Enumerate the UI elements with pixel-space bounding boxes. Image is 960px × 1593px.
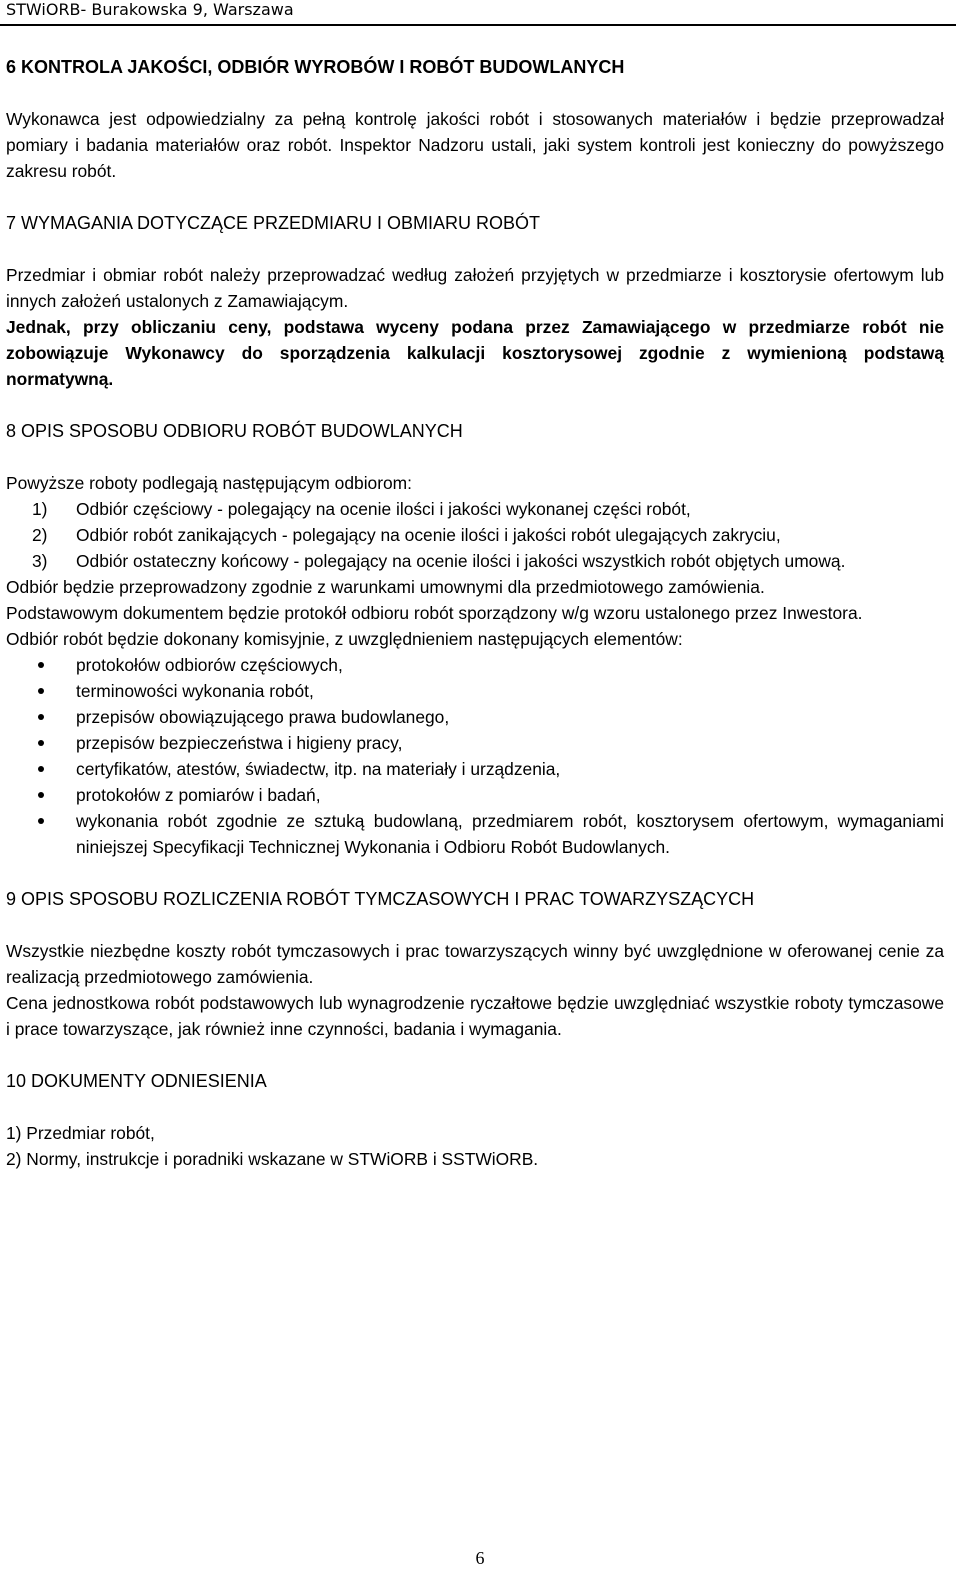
- section-8-intro: Powyższe roboty podlegają następującym odbiorom:: [6, 473, 413, 493]
- section-9-heading: 9 OPIS SPOSOBU ROZLICZENIA ROBÓT TYMCZASOWYCH I PRAC TOWARZYSZĄCYCH: [6, 889, 755, 909]
- section-8-heading: 8 OPIS SPOSOBU ODBIORU ROBÓT BUDOWLANYCH: [6, 421, 463, 441]
- header-rule: [0, 24, 956, 26]
- section-7-paragraph-2: Jednak, przy obliczaniu ceny, podstawa wyceny podana przez Zamawiającego w przedmiarze robót nie zobowiązuje Wykonawcy do sporządzenia kalkulacji kosztorysowej zgodnie z wymienioną podstawą normatywną.: [6, 317, 944, 389]
- bullet-icon: [38, 818, 44, 824]
- list-item: terminowości wykonania robót,: [6, 678, 944, 704]
- bullet-icon: [38, 740, 44, 746]
- list-item: protokołów z pomiarów i badań,: [6, 782, 944, 808]
- bullet-icon: [38, 688, 44, 694]
- bullet-icon: [38, 792, 44, 798]
- section-8-paragraph-2: Odbiór będzie przeprowadzony zgodnie z warunkami umownymi dla przedmiotowego zamówienia.: [6, 577, 765, 597]
- section-10-heading: 10 DOKUMENTY ODNIESIENIA: [6, 1071, 267, 1091]
- list-item: 3) Odbiór ostateczny końcowy - polegający na ocenie ilości i jakości wszystkich robót objętych umową.: [32, 551, 846, 571]
- section-9-paragraph-1: Wszystkie niezbędne koszty robót tymczasowych i prac towarzyszących winny być uwzględnione w oferowanej cenie za realizacją przedmiotowego zamówienia.: [6, 941, 944, 987]
- section-8-bullet-list: [6, 652, 944, 860]
- section-6-heading: 6 KONTROLA JAKOŚCI, ODBIÓR WYROBÓW I ROBÓT BUDOWLANYCH: [6, 57, 625, 77]
- section-9-paragraph-2: Cena jednostkowa robót podstawowych lub wynagrodzenie ryczałtowe będzie uwzględniać wszystkie roboty tymczasowe i prace towarzyszące, jak również inne czynności, badania i wymagania.: [6, 993, 944, 1039]
- section-6-paragraph: Wykonawca jest odpowiedzialny za pełną kontrolę jakości robót i stosowanych materiałów i będzie przeprowadzał pomiary i badania materiałów oraz robót. Inspektor Nadzoru ustali, jaki system kontroli jest konieczny do powyższego zakresu robót.: [6, 109, 944, 181]
- list-item: przepisów bezpieczeństwa i higieny pracy,: [6, 730, 944, 756]
- list-item: 1) Odbiór częściowy - polegający na ocenie ilości i jakości wykonanej części robót,: [32, 499, 691, 519]
- list-item: wykonania robót zgodnie ze sztuką budowlaną, przedmiarem robót, kosztorysem ofertowym, wymaganiami niniejszej Specyfikacji Technicznej Wykonania i Odbioru Robót Budowlanych.: [6, 808, 944, 860]
- section-8-numbered-list: [6, 496, 944, 574]
- list-item: certyfikatów, atestów, świadectw, itp. na materiały i urządzenia,: [6, 756, 944, 782]
- document-body: [6, 54, 944, 1172]
- list-item: 2) Odbiór robót zanikających - polegający na ocenie ilości i jakości robót ulegających zakryciu,: [32, 525, 781, 545]
- bullet-icon: [38, 714, 44, 720]
- section-7-heading: 7 WYMAGANIA DOTYCZĄCE PRZEDMIARU I OBMIARU ROBÓT: [6, 213, 541, 233]
- section-8-paragraph-3: Podstawowym dokumentem będzie protokół odbioru robót sporządzony w/g wzoru ustalonego przez Inwestora.: [6, 603, 863, 623]
- section-10-item-2: 2) Normy, instrukcje i poradniki wskazane w STWiORB i SSTWiORB.: [6, 1149, 539, 1169]
- section-8-paragraph-4: Odbiór robót będzie dokonany komisyjnie, z uwzględnieniem następujących elementów:: [6, 629, 683, 649]
- running-header: STWiORB- Burakowska 9, Warszawa: [6, 0, 294, 19]
- section-10-item-1: 1) Przedmiar robót,: [6, 1123, 155, 1143]
- list-item: przepisów obowiązującego prawa budowlanego,: [6, 704, 944, 730]
- list-item: protokołów odbiorów częściowych,: [6, 652, 944, 678]
- section-7-paragraph-1: Przedmiar i obmiar robót należy przeprowadzać według założeń przyjętych w przedmiarze i kosztorysie ofertowym lub innych założeń ustalonych z Zamawiającym.: [6, 265, 944, 311]
- bullet-icon: [38, 662, 44, 668]
- bullet-icon: [38, 766, 44, 772]
- page-number: 6: [475, 1548, 485, 1568]
